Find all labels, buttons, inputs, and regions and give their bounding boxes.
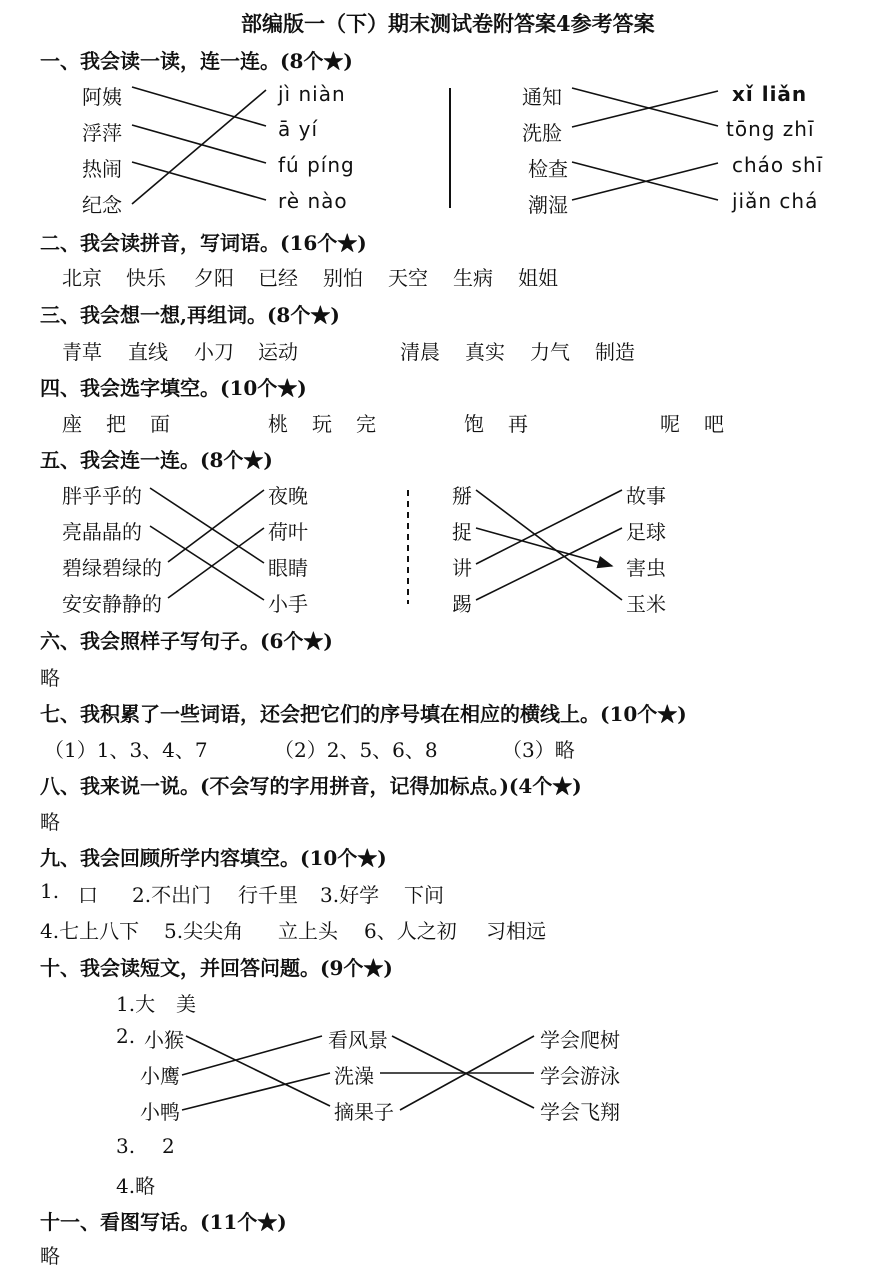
s10-q1: 1.大 <box>116 992 156 1016</box>
s5-right-a: 讲 <box>452 556 472 580</box>
s4-char: 吧 <box>704 412 724 436</box>
s9-fill: 4.七上八下 <box>40 919 140 943</box>
section-4-heading: 四、我会选字填空。(10个★) <box>40 376 307 400</box>
s5-right-a: 踢 <box>452 592 472 616</box>
s1-right-word: 潮湿 <box>528 193 568 217</box>
s1-left-word: 纪念 <box>82 193 122 217</box>
s10-q2-label: 2. <box>116 1024 136 1048</box>
s1-link-line <box>572 91 718 127</box>
s5-left-b: 小手 <box>268 592 308 616</box>
s7-answer-1: （1）1、3、4、7 <box>44 738 208 762</box>
s3-word: 小刀 <box>194 340 234 364</box>
s11-answer: 略 <box>40 1244 60 1268</box>
s4-char: 玩 <box>312 412 332 436</box>
s1-right-pinyin: xǐ liǎn <box>732 82 808 106</box>
s3-word: 直线 <box>128 340 168 364</box>
s5-right-b: 故事 <box>626 484 666 508</box>
s4-char: 面 <box>150 412 170 436</box>
s1-right-word: 检查 <box>528 157 568 181</box>
s9-fill: 口 <box>78 883 98 907</box>
s4-char: 桃 <box>268 412 288 436</box>
s9-fill: 1. <box>40 879 60 903</box>
s10-skill: 学会爬树 <box>540 1028 620 1052</box>
s10-animal: 小鹰 <box>140 1064 180 1088</box>
s10-link-line <box>182 1073 330 1110</box>
section-7-heading: 七、我积累了一些词语，还会把它们的序号填在相应的横线上。(10个★) <box>40 702 687 726</box>
s1-left-pinyin: ā yí <box>278 117 319 141</box>
s10-skill: 学会游泳 <box>540 1064 620 1088</box>
s5-link-line <box>168 490 264 562</box>
s10-q1: 美 <box>176 992 196 1016</box>
s9-fill: 下问 <box>404 883 444 907</box>
s9-fill: 5.尖尖角 <box>164 919 244 943</box>
s10-animal: 小鸭 <box>140 1100 180 1124</box>
section-10-heading: 十、我会读短文，并回答问题。(9个★) <box>40 956 393 980</box>
s4-char: 呢 <box>660 412 680 436</box>
s2-word: 快乐 <box>126 266 166 290</box>
s5-right-b: 玉米 <box>626 592 666 616</box>
s1-link-line <box>572 88 718 126</box>
s1-left-pinyin: fú píng <box>278 153 355 177</box>
s1-left-word: 阿姨 <box>82 85 122 109</box>
s3-word: 制造 <box>595 340 635 364</box>
s6-answer: 略 <box>40 666 60 690</box>
s3-word: 真实 <box>465 340 505 364</box>
s9-fill: 立上头 <box>278 919 338 943</box>
section-9-heading: 九、我会回顾所学内容填空。(10个★) <box>40 846 387 870</box>
s10-animal: 小猴 <box>144 1028 184 1052</box>
s2-word: 已经 <box>258 266 298 290</box>
s1-right-pinyin: tōng zhī <box>726 117 815 141</box>
s5-right-a: 掰 <box>452 484 472 508</box>
s1-right-word: 通知 <box>522 85 562 109</box>
s10-q4: 4.略 <box>116 1174 156 1198</box>
s5-link-line <box>476 528 622 600</box>
s4-char: 把 <box>106 412 126 436</box>
s2-word: 北京 <box>62 266 102 290</box>
section-6-heading: 六、我会照样子写句子。(6个★) <box>40 629 333 653</box>
s1-left-word: 热闹 <box>82 157 122 181</box>
s8-answer: 略 <box>40 810 60 834</box>
s5-right-b: 足球 <box>626 520 666 544</box>
s4-char: 再 <box>508 412 528 436</box>
s1-left-word: 浮萍 <box>82 121 122 145</box>
s10-skill: 学会飞翔 <box>540 1100 620 1124</box>
s5-left-a: 胖乎乎的 <box>62 484 142 508</box>
s10-action: 摘果子 <box>334 1100 394 1124</box>
s5-link-line <box>168 528 264 598</box>
s2-word: 别怕 <box>323 266 363 290</box>
s1-link-line <box>132 125 266 163</box>
s5-left-a: 安安静静的 <box>62 592 162 616</box>
s1-right-word: 洗脸 <box>522 121 562 145</box>
s3-word: 清晨 <box>400 340 440 364</box>
s1-left-pinyin: rè nào <box>278 189 348 213</box>
s5-link-line <box>150 488 264 563</box>
s4-char: 完 <box>356 412 376 436</box>
s9-fill: 习相远 <box>486 919 546 943</box>
section-3-heading: 三、我会想一想,再组词。(8个★) <box>40 303 340 327</box>
s5-link-line <box>476 490 622 600</box>
section-8-heading: 八、我来说一说。(不会写的字用拼音，记得加标点。)(4个★) <box>40 774 582 798</box>
s9-fill: 2.不出门 <box>132 883 212 907</box>
s5-left-a: 亮晶晶的 <box>62 520 142 544</box>
page-title: 部编版一（下）期末测试卷附答案4参考答案 <box>241 11 655 36</box>
s7-answer-2: （2）2、5、6、8 <box>274 738 438 762</box>
s5-left-b: 荷叶 <box>268 520 308 544</box>
s3-word: 运动 <box>258 340 298 364</box>
s10-link-line <box>182 1036 322 1075</box>
s10-action: 看风景 <box>328 1028 388 1052</box>
s9-fill: 3.好学 <box>320 883 380 907</box>
s2-word: 天空 <box>388 266 428 290</box>
s10-link-line <box>186 1036 330 1106</box>
s10-link-line <box>392 1036 534 1108</box>
s1-right-pinyin: cháo shī <box>732 153 824 177</box>
s2-word: 姐姐 <box>518 266 558 290</box>
s5-right-a: 捉 <box>452 520 472 544</box>
section-5-heading: 五、我会连一连。(8个★) <box>40 448 273 472</box>
s3-word: 力气 <box>530 340 570 364</box>
s2-word: 生病 <box>453 266 493 290</box>
s4-char: 座 <box>62 412 82 436</box>
section-1-heading: 一、我会读一读，连一连。(8个★) <box>40 49 353 73</box>
s1-link-line <box>132 162 266 200</box>
section-11-heading: 十一、看图写话。(11个★) <box>40 1210 287 1234</box>
s4-char: 饱 <box>464 412 484 436</box>
s5-left-b: 夜晚 <box>268 484 308 508</box>
s5-link-line <box>476 490 622 564</box>
s9-fill: 6、人之初 <box>364 919 457 943</box>
section-2-heading: 二、我会读拼音，写词语。(16个★) <box>40 231 367 255</box>
s5-link-line <box>150 526 264 600</box>
s10-q3: 3. <box>116 1134 136 1158</box>
s5-left-a: 碧绿碧绿的 <box>62 556 162 580</box>
s2-word: 夕阳 <box>194 266 234 290</box>
s5-right-b: 害虫 <box>626 556 666 580</box>
s5-link-line <box>476 528 612 566</box>
s1-left-pinyin: jì niàn <box>278 82 346 106</box>
s5-left-b: 眼睛 <box>268 556 308 580</box>
s10-q3: 2 <box>162 1134 175 1158</box>
s3-word: 青草 <box>62 340 102 364</box>
s7-answer-3: （3）略 <box>502 738 575 762</box>
s10-action: 洗澡 <box>334 1064 374 1088</box>
s9-fill: 行千里 <box>238 883 298 907</box>
s1-right-pinyin: jiǎn chá <box>732 189 819 213</box>
